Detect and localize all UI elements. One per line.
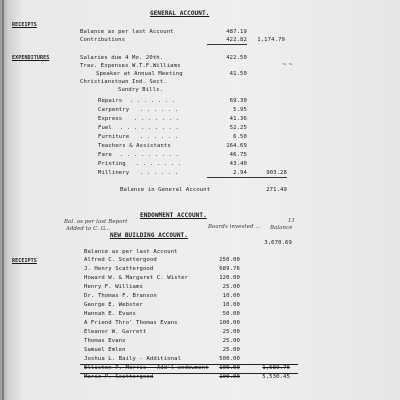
sundry-furniture-label: Furniture [98,134,130,140]
expenditure-sundry-label: Sundry Bills. [118,87,164,93]
sundry-fuel-label: Fuel [98,125,112,131]
sundry-fare-label: Fare [98,152,112,158]
margin-scribble: ~ ~ [282,62,294,68]
contribution-name: A Friend Thro' Thomas Evans [84,320,178,326]
sundry-leader: . . . . . . . . . [120,125,179,131]
sundry-leader: . . . . . . . [130,98,176,104]
contribution-name: Henry F. Williams [84,284,143,290]
contribution-amount: 500.00 [219,356,240,362]
contribution-name: Alfred C. Scattergood [84,257,157,263]
contribution-amount: 250.00 [219,257,240,263]
building-balance-label: Balance as per last Account [84,249,178,255]
contribution-name: Thomas Evans [84,338,126,344]
sundry-leader: . . . . . . . [134,116,180,122]
sundry-leader: . . . . . . . [136,161,182,167]
contribution-name: Joshua L. Baily - Additional [84,356,182,362]
general-account-heading: GENERAL ACCOUNT. [150,10,210,17]
sundry-fare-amount: 46.75 [229,152,247,158]
building-account-heading: NEW BUILDING ACCOUNT. [110,232,188,239]
sundry-millinery-label: Millinery [98,170,130,176]
sundry-carpentry-label: Carpentry [98,107,130,113]
sundry-leader: . . . . . . [140,134,179,140]
sundry-teachers-label: Teachers & Assistants [98,143,171,149]
contribution-amount: 10.00 [222,302,240,308]
sundry-repairs-label: Repairs [98,98,123,104]
sundry-repairs-amount: 69.30 [229,98,247,104]
contribution-amount: 100.00 [219,320,240,326]
endowment-account-heading: ENDOWMENT ACCOUNT. [140,212,207,219]
sundry-millinery-amount: 2.94 [207,170,247,178]
expenditure-travel-label: Trav. Expenses W.T.F.Williams [80,63,181,69]
receipts-label: RECEIPTS [12,22,37,28]
building-subtotal-2: 5,530.45 [262,374,290,380]
contribution-amount: 120.00 [219,275,240,281]
contribution-amount: 100.00 [219,365,240,371]
sundry-leader: . . . . . . [140,107,179,113]
expenditure-salaries-amount: 422.50 [226,55,247,61]
contribution-name: George E. Webster [84,302,143,308]
contributions-amount: 422.82 [207,37,247,45]
contribution-name: J. Henry Scattergood [84,266,154,272]
contribution-amount: 689.76 [219,266,240,272]
sundry-furniture-amount: 6.50 [233,134,247,140]
contribution-name: Eleanor W. Garrett [84,329,147,335]
sundry-printing-label: Printing [98,161,126,167]
expenditure-speaker-label: Speaker at Annual Meeting [96,71,183,77]
balance-general-amount: 271.49 [266,187,287,193]
margin-rule [2,0,4,400]
sundry-leader: . . . . . . . . . [120,152,179,158]
endowment-margin-note: Boards invested ... [208,224,261,230]
sundry-carpentry-amount: 5.95 [233,107,247,113]
expenditures-label: EXPENDITURES [12,55,50,61]
strike-rule [80,364,298,365]
expenditure-industrial-label: Christianstown Ind. Sect. [80,79,167,85]
contribution-amount: 25.00 [222,338,240,344]
contribution-amount: 10.00 [222,293,240,299]
contribution-amount: 50.00 [222,311,240,317]
receipts-total: 1,174.79 [257,37,285,43]
expenditure-salaries-label: Salaries due 4 Mo. 20th. [80,55,164,61]
endowment-balance-amount: 11 [288,218,296,224]
balance-general-label: Balance in General Account [120,187,211,193]
expenditures-total: 903.28 [247,170,287,178]
contribution-name: Elliston P. Morris - Add'l endowment [84,365,209,371]
building-total-amount: 3,670.69 [264,240,292,246]
general-balance-amount: 487.19 [226,29,247,35]
expenditure-speaker-amount: 41.50 [229,71,247,77]
building-subtotal-1: 1,689.76 [262,365,290,371]
contributions-label: Contributions [80,37,126,43]
endowment-balance-label: Bal. as per last Report [64,219,128,225]
contribution-name: Hannah E. Evans [84,311,137,317]
contribution-amount: 25.00 [222,329,240,335]
strike-rule [80,373,298,374]
building-receipts-label: RECEIPTS [12,258,37,264]
sundry-express-amount: 41.36 [229,116,247,122]
contribution-amount: 100.00 [219,374,240,380]
contribution-name: Dr. Thomas F. Branson [84,293,157,299]
contribution-name: Howard W. & Margaret C. Wister [84,275,189,281]
sundry-printing-amount: 43.40 [229,161,247,167]
contribution-name: Marie P. Scattergood [84,374,154,380]
contribution-amount: 25.00 [222,284,240,290]
sundry-leader: . . . . . . [140,170,179,176]
contribution-name: Samuel Emlen [84,347,126,353]
general-balance-label: Balance as per last Account [80,29,174,35]
contribution-amount: 25.00 [222,347,240,353]
sundry-teachers-amount: 164.69 [226,143,247,149]
sundry-fuel-amount: 52.25 [229,125,247,131]
endowment-added-note: Added to C. G... [66,226,111,232]
sundry-express-label: Express [98,116,123,122]
endowment-margin-note-2: Balance [270,225,293,231]
